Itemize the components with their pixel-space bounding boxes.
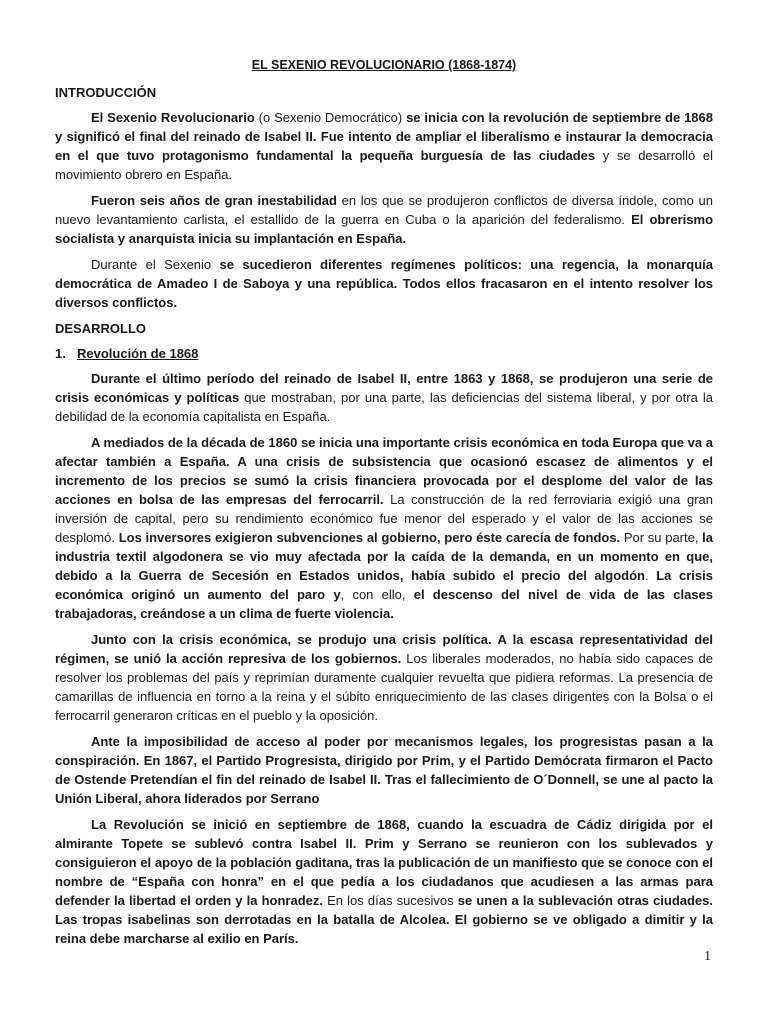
bold-run: Junto con la crisis económica, se produjo una crisis política. A la escasa representatividad del régimen, se unió la acción represiva de los gobiernos. (55, 632, 713, 666)
document-body (55, 56, 713, 955)
subsection-label: Revolución de 1868 (77, 346, 199, 361)
text-run: Por su parte, (620, 530, 703, 545)
bold-run: El Sexenio Revolucionario (91, 110, 255, 125)
paragraph (55, 815, 713, 948)
text-run: y se desarrolló el movimiento obrero en España. (55, 148, 713, 182)
section-heading-desarrollo: DESARROLLO (55, 321, 146, 336)
bold-run: la industria textil algodonera se vio muy afectada por la caída de la demanda, en un momento en que, debido a la Guerra de Secesión en Estados unidos, había subido el precio del algodón (55, 530, 713, 583)
bold-run: se unen a la sublevación otras ciudades. Las tropas isabelinas son derrotadas en la batalla de Alcolea. El gobierno se ve obligado a dimitir y la reina debe marcharse al exilio en París. (55, 893, 713, 946)
text-run: que mostraban, por una parte, las deficiencias del sistema liberal, y por otra la debilidad de la economía capitalista en España. (55, 390, 713, 424)
bold-run: Ante la imposibilidad de acceso al poder por mecanismos legales, los progresistas pasan a la conspiración. En 1867, el Partido Progresista, dirigido por Prim, y el Partido Demócrata firmaron el Pacto de Ostende Pretendían el fin del reinado de Isabel II. Tras el fallecimiento de O´Donnell, se une al pacto la Unión Liberal, ahora liderados por Serrano (55, 734, 713, 806)
text-run: La construcción de la red ferroviaria exigió una gran inversión de capital, pero su rendimiento económico fue menor del esperado y el valor de las acciones se desplomó. (55, 492, 713, 545)
paragraph (55, 108, 713, 184)
subsection-heading-revolucion-1868 (55, 344, 713, 363)
bold-run: Los inversores exigieron subvenciones al gobierno, pero éste carecía de fondos. (118, 530, 621, 545)
paragraph (55, 255, 713, 312)
subsection-number: 1. (55, 346, 66, 361)
paragraph (55, 732, 713, 808)
page-number: 1 (704, 949, 711, 964)
paragraph (55, 433, 713, 623)
bold-run: Durante el último período del reinado de Isabel II, entre 1863 y 1868, se produjeron una serie de crisis económicas y políticas (55, 371, 713, 405)
bold-run: El obrerismo socialista y anarquista inicia su implantación en España. (55, 212, 714, 246)
paragraph (55, 630, 713, 725)
bold-run: A mediados de la década de 1860 se inicia una importante crisis económica en toda Europa que va a afectar también a España. A una crisis de subsistencia que ocasionó escasez de alimentos y el incremento de los precios se sumó la crisis financiera provocada por el desplome del valor de las acciones en bolsa de las empresas del ferrocarril. (55, 435, 713, 507)
document-title: EL SEXENIO REVOLUCIONARIO (1868-1874) (251, 58, 517, 72)
bold-run: Fueron seis años de gran inestabilidad (91, 193, 337, 208)
bold-run: se inicia con la revolución de septiembre de 1868 y significó el final del reinado de Isabel II. Fue intento de ampliar el liberalismo e instaurar la democracia en el que tuvo protagonismo fundamental la pequeña burguesía de las ciudades (55, 110, 713, 163)
bold-run: se sucedieron diferentes regímenes políticos: una regencia, la monarquía democrática de Amadeo I de Saboya y una república. Todos ellos fracasaron en el intento resolver los diversos conflictos. (55, 257, 713, 310)
bold-run: La Revolución se inició en septiembre de 1868, cuando la escuadra de Cádiz dirigida por el almirante Topete se sublevó contra Isabel II. Prim y Serrano se reunieron con los sublevados y consiguieron el apoyo de la población gaditana, tras la publicación de un manifiesto que se conoce con el nombre de “España con honra” en el que pedía a los ciudadanos que acudiesen a las armas para defender la libertad el orden y la honradez. (55, 817, 713, 908)
section-heading-introduccion: INTRODUCCIÓN (55, 85, 157, 100)
text-run: (o Sexenio Democrático) (254, 110, 407, 125)
text-run: En los días sucesivos (322, 893, 458, 908)
text-run: Los liberales moderados, no había sido capaces de resolver los problemas del país y reprimían duramente cualquier revuelta que pidiera reformas. La presencia de camarillas de influencia en torno a la reina y el súbito enriquecimiento de las clases dirigentes con la Bolsa o el ferrocarril generaron críticas en el pueblo y la oposición. (55, 651, 713, 723)
paragraph (55, 369, 713, 426)
bold-run: La crisis económica originó un aumento del paro y (55, 568, 713, 602)
text-run: . (644, 568, 657, 583)
bold-run: el descenso del nivel de vida de las clases trabajadoras, creándose a un clima de fuerte violencia. (55, 587, 713, 621)
text-run: Durante el Sexenio (91, 257, 220, 272)
text-run: , con ello, (340, 587, 414, 602)
text-run: en los que se produjeron conflictos de diversa índole, como un nuevo levantamiento carlista, el estallido de la guerra en Cuba o la aparición del federalismo. (55, 193, 713, 227)
paragraph (55, 191, 713, 248)
